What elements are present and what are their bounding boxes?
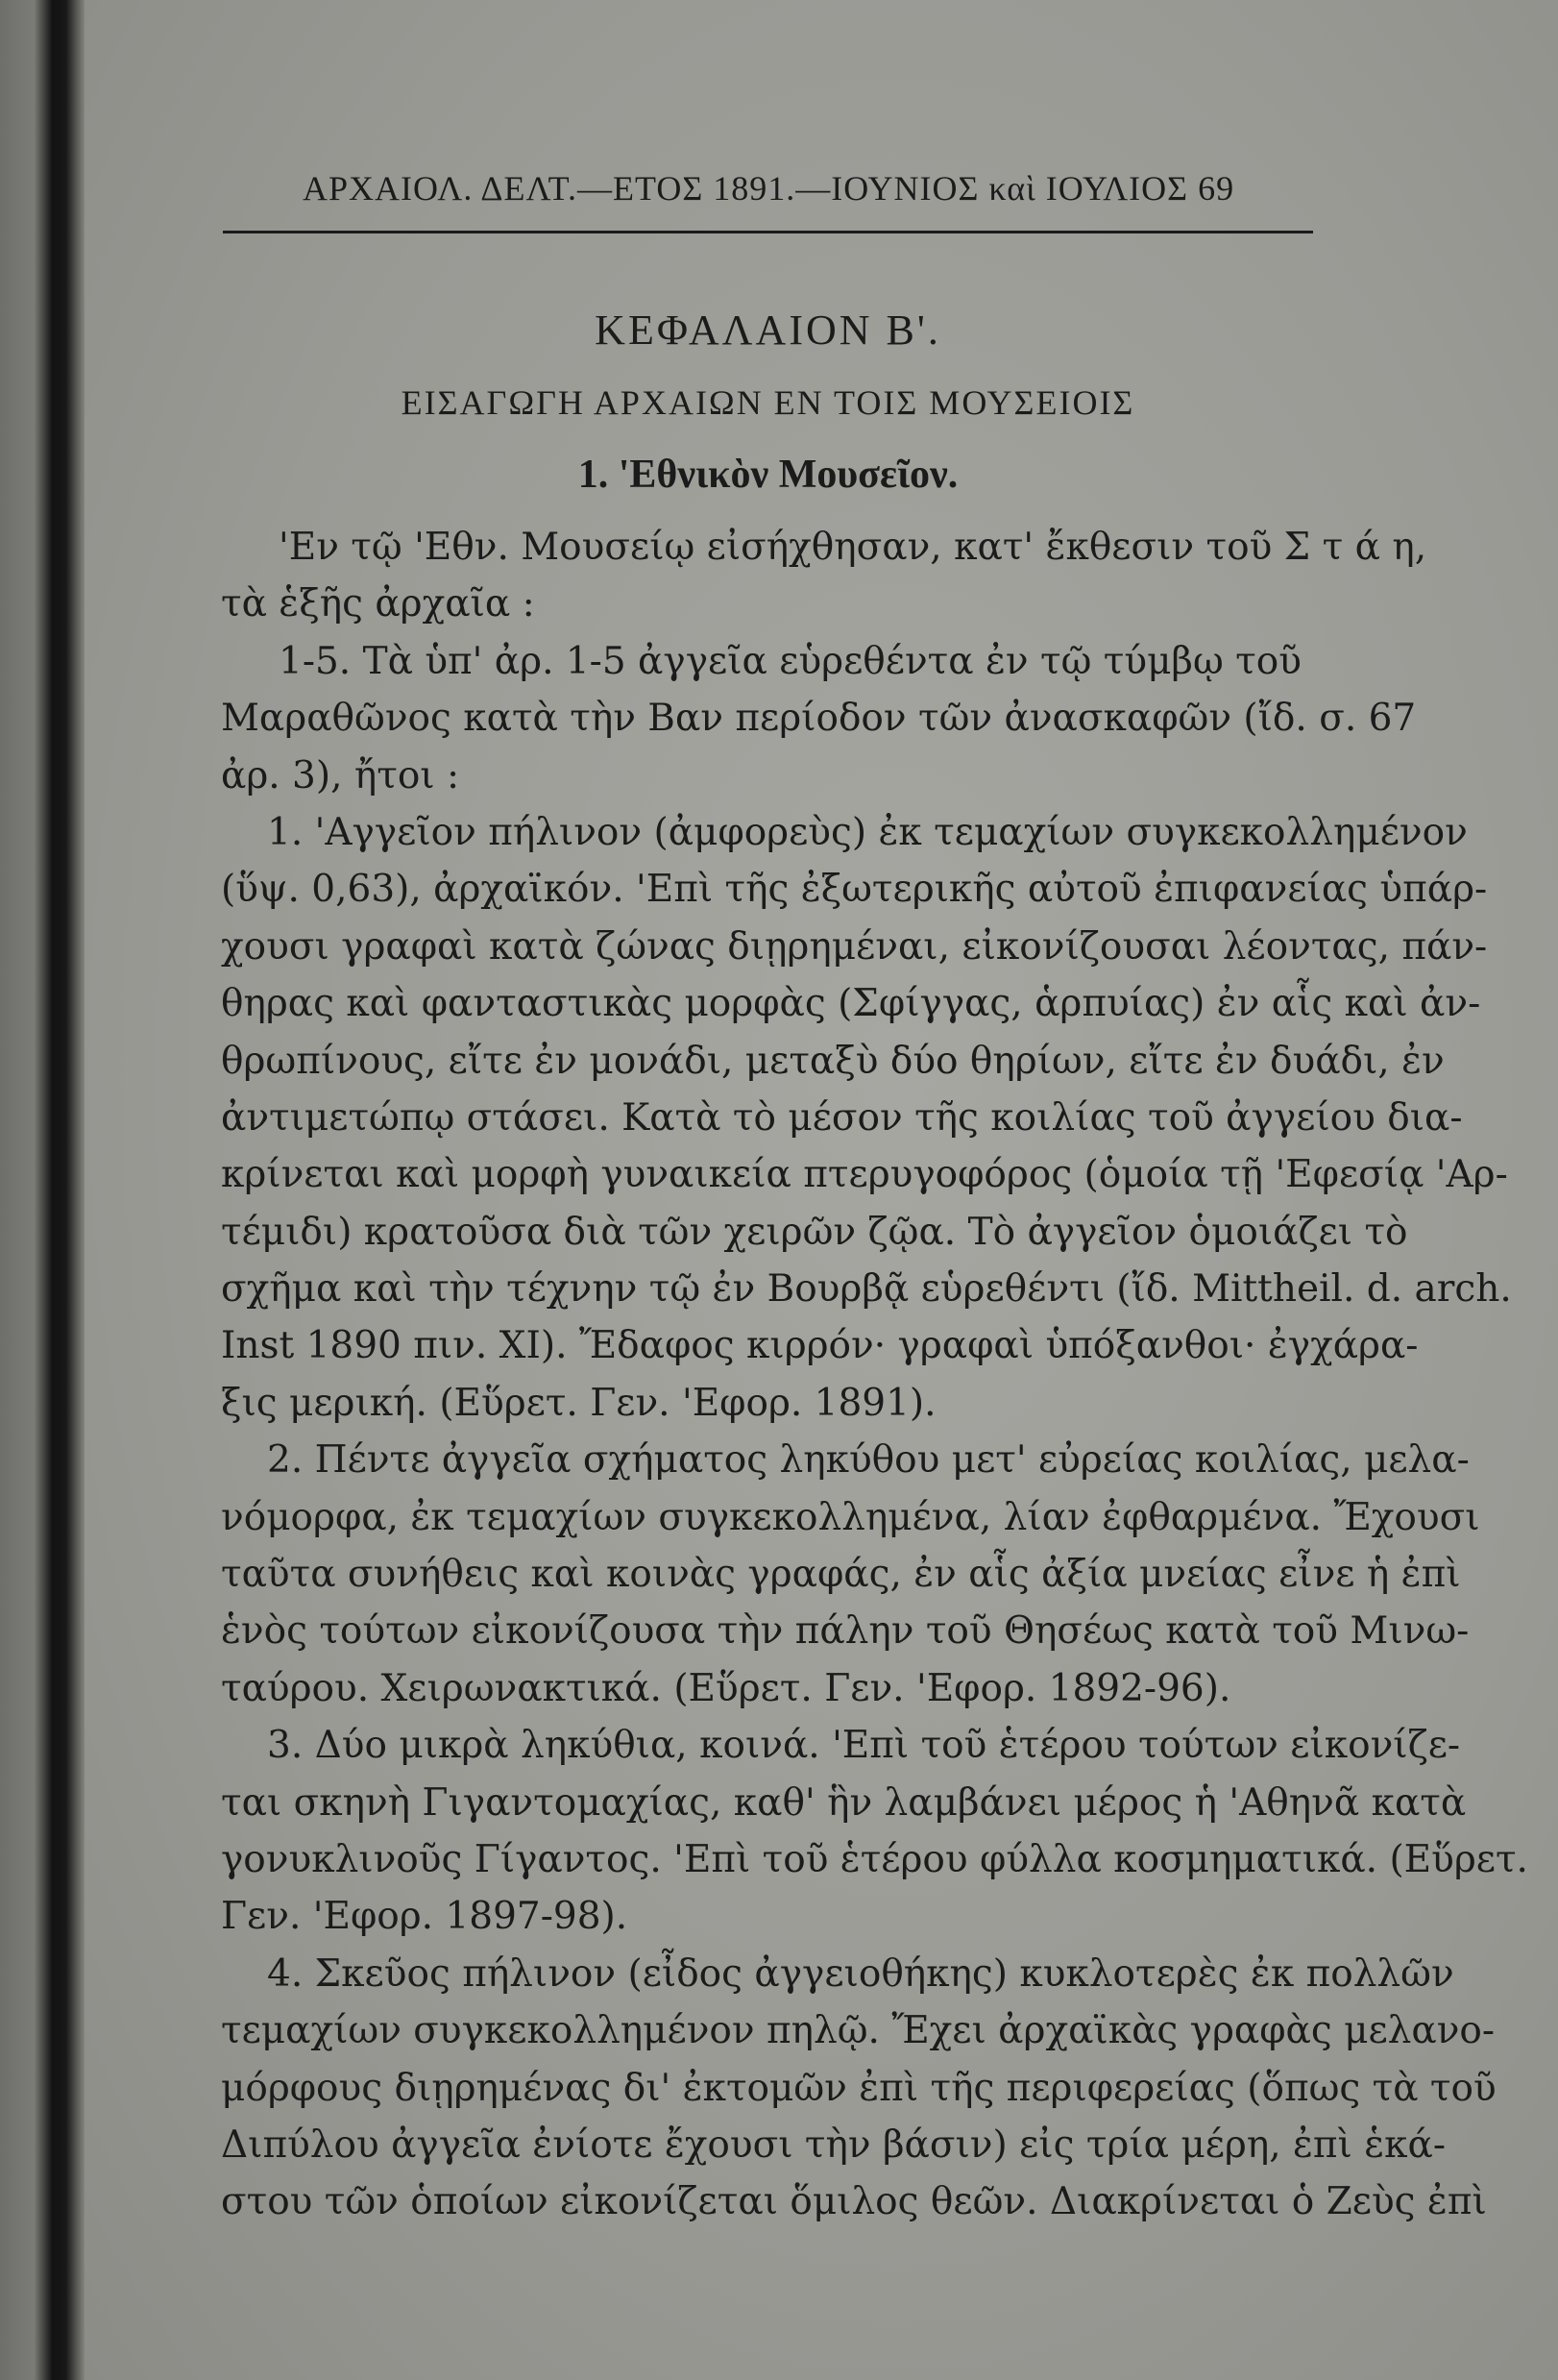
text-line: ξις μερική. (Εὕρετ. Γεν. 'Εφορ. 1891). xyxy=(221,1381,937,1425)
book-spine-shadow xyxy=(0,0,85,2380)
text-line: θηρας καὶ φανταστικὰς μορφὰς (Σφίγγας, ἁρπυίας) ἐν αἷς καὶ ἀν- xyxy=(221,982,1481,1026)
text-line: 4. Σκεῦος πήλινον (εἶδος ἀγγειοθήκης) κυκλοτερὲς ἐκ πολλῶν xyxy=(267,1951,1454,1996)
text-line: ἀντιμετώπῳ στάσει. Κατὰ τὸ μέσον τῆς κοιλίας τοῦ ἀγγείου δια- xyxy=(221,1095,1463,1140)
text-line: ἑνὸς τούτων εἰκονίζουσα τὴν πάλην τοῦ Θησέως κατὰ τοῦ Μινω- xyxy=(221,1609,1470,1654)
text-line: (ὕψ. 0,63), ἀρχαϊκόν. 'Επὶ τῆς ἐξωτερικῆς αὐτοῦ ἐπιφανείας ὑπάρ- xyxy=(221,868,1488,912)
text-line: τεμαχίων συγκεκολλημένον πηλῷ. Ἔχει ἀρχαϊκὰς γραφὰς μελανο- xyxy=(221,2009,1496,2053)
text-line: ἀρ. 3), ἤτοι : xyxy=(221,753,460,797)
chapter-title: ΚΕΦΑΛΑΙΟΝ Β'. xyxy=(595,307,941,354)
text-line: Inst 1890 πιν. XI). Ἔδαφος κιρρόν· γραφαὶ ὑπόξανθοι· ἐγχάρα- xyxy=(221,1324,1419,1368)
text-line: χουσι γραφαὶ κατὰ ζώνας διῃρημέναι, εἰκονίζουσαι λέοντας, πάν- xyxy=(221,924,1488,969)
text-line: Μαραθῶνος κατὰ τὴν Βαν περίοδον τῶν ἀνασκαφῶν (ἴδ. σ. 67 xyxy=(221,697,1417,741)
text-line: γονυκλινοῦς Γίγαντος. 'Επὶ τοῦ ἑτέρου φύλλα κοσμηματικά. (Εὕρετ. xyxy=(221,1837,1528,1881)
text-line: Διπύλου ἀγγεῖα ἐνίοτε ἔχουσι τὴν βάσιν) εἰς τρία μέρη, ἐπὶ ἑκά- xyxy=(221,2122,1447,2167)
running-header: ΑΡΧΑΙΟΛ. ΔΕΛΤ.—ΕΤΟΣ 1891.—ΙΟΥΝΙΟΣ καὶ ΙΟΥΛΙΟΣ 69 xyxy=(303,169,1235,208)
text-line: ταύρου. Χειρωνακτικά. (Εὕρετ. Γεν. 'Εφορ. 1892-96). xyxy=(221,1666,1231,1710)
text-line: τέμιδι) κρατοῦσα διὰ τῶν χειρῶν ζῷα. Τὸ ἀγγεῖον ὁμοιάζει τὸ xyxy=(221,1210,1408,1254)
text-line: σχῆμα καὶ τὴν τέχνην τῷ ἐν Βουρβᾷ εὑρεθέντι (ἴδ. Mittheil. d. arch. xyxy=(221,1267,1512,1312)
text-line: Γεν. 'Εφορ. 1897-98). xyxy=(221,1895,628,1939)
text-line: 'Εν τῷ 'Εθν. Μουσείῳ εἰσήχθησαν, κατ' ἔκθεσιν τοῦ Σ τ ά η, xyxy=(279,526,1427,569)
text-line: 1-5. Τὰ ὑπ' ἀρ. 1-5 ἀγγεῖα εὑρεθέντα ἐν τῷ τύμβῳ τοῦ xyxy=(279,639,1302,683)
text-line: 2. Πέντε ἀγγεῖα σχήματος ληκύθου μετ' εὐρείας κοιλίας, μελα- xyxy=(267,1438,1470,1483)
text-line: νόμορφα, ἐκ τεμαχίων συγκεκολλημένα, λίαν ἐφθαρμένα. Ἔχουσι xyxy=(221,1495,1480,1539)
text-line: θρωπίνους, εἴτε ἐν μονάδι, μεταξὺ δύο θηρίων, εἴτε ἐν δυάδι, ἐν xyxy=(221,1039,1445,1083)
header-rule xyxy=(223,231,1313,233)
text-line: ταῦτα συνήθεις καὶ κοινὰς γραφάς, ἐν αἷς ἀξία μνείας εἶνε ἡ ἐπὶ xyxy=(221,1553,1461,1597)
text-line: κρίνεται καὶ μορφὴ γυναικεία πτερυγοφόρος (ὁμοία τῇ 'Εφεσίᾳ 'Αρ- xyxy=(221,1153,1508,1197)
body-text xyxy=(221,519,1528,2231)
chapter-subtitle: ΕΙΣΑΓΩΓΗ ΑΡΧΑΙΩΝ ΕΝ ΤΟΙΣ ΜΟΥΣΕΙΟΙΣ xyxy=(401,383,1135,422)
section-heading: 1. 'Εθνικὸν Μουσεῖον. xyxy=(577,453,959,497)
text-line: μόρφους διῃρημένας δι' ἐκτομῶν ἐπὶ τῆς περιφερείας (ὅπως τὰ τοῦ xyxy=(221,2066,1497,2110)
text-line: τὰ ἑξῆς ἀρχαῖα : xyxy=(221,582,535,626)
text-line: στου τῶν ὁποίων εἰκονίζεται ὅμιλος θεῶν. Διακρίνεται ὁ Ζεὺς ἐπὶ xyxy=(221,2180,1487,2224)
text-line: ται σκηνὴ Γιγαντομαχίας, καθ' ἣν λαμβάνει μέρος ἡ 'Αθηνᾶ κατὰ xyxy=(221,1780,1467,1825)
text-line: 1. 'Αγγεῖον πήλινον (ἀμφορεὺς) ἐκ τεμαχίων συγκεκολλημένον xyxy=(267,810,1468,854)
text-line: 3. Δύο μικρὰ ληκύθια, κοινά. 'Επὶ τοῦ ἑτέρου τούτων εἰκονίζε- xyxy=(267,1724,1461,1768)
